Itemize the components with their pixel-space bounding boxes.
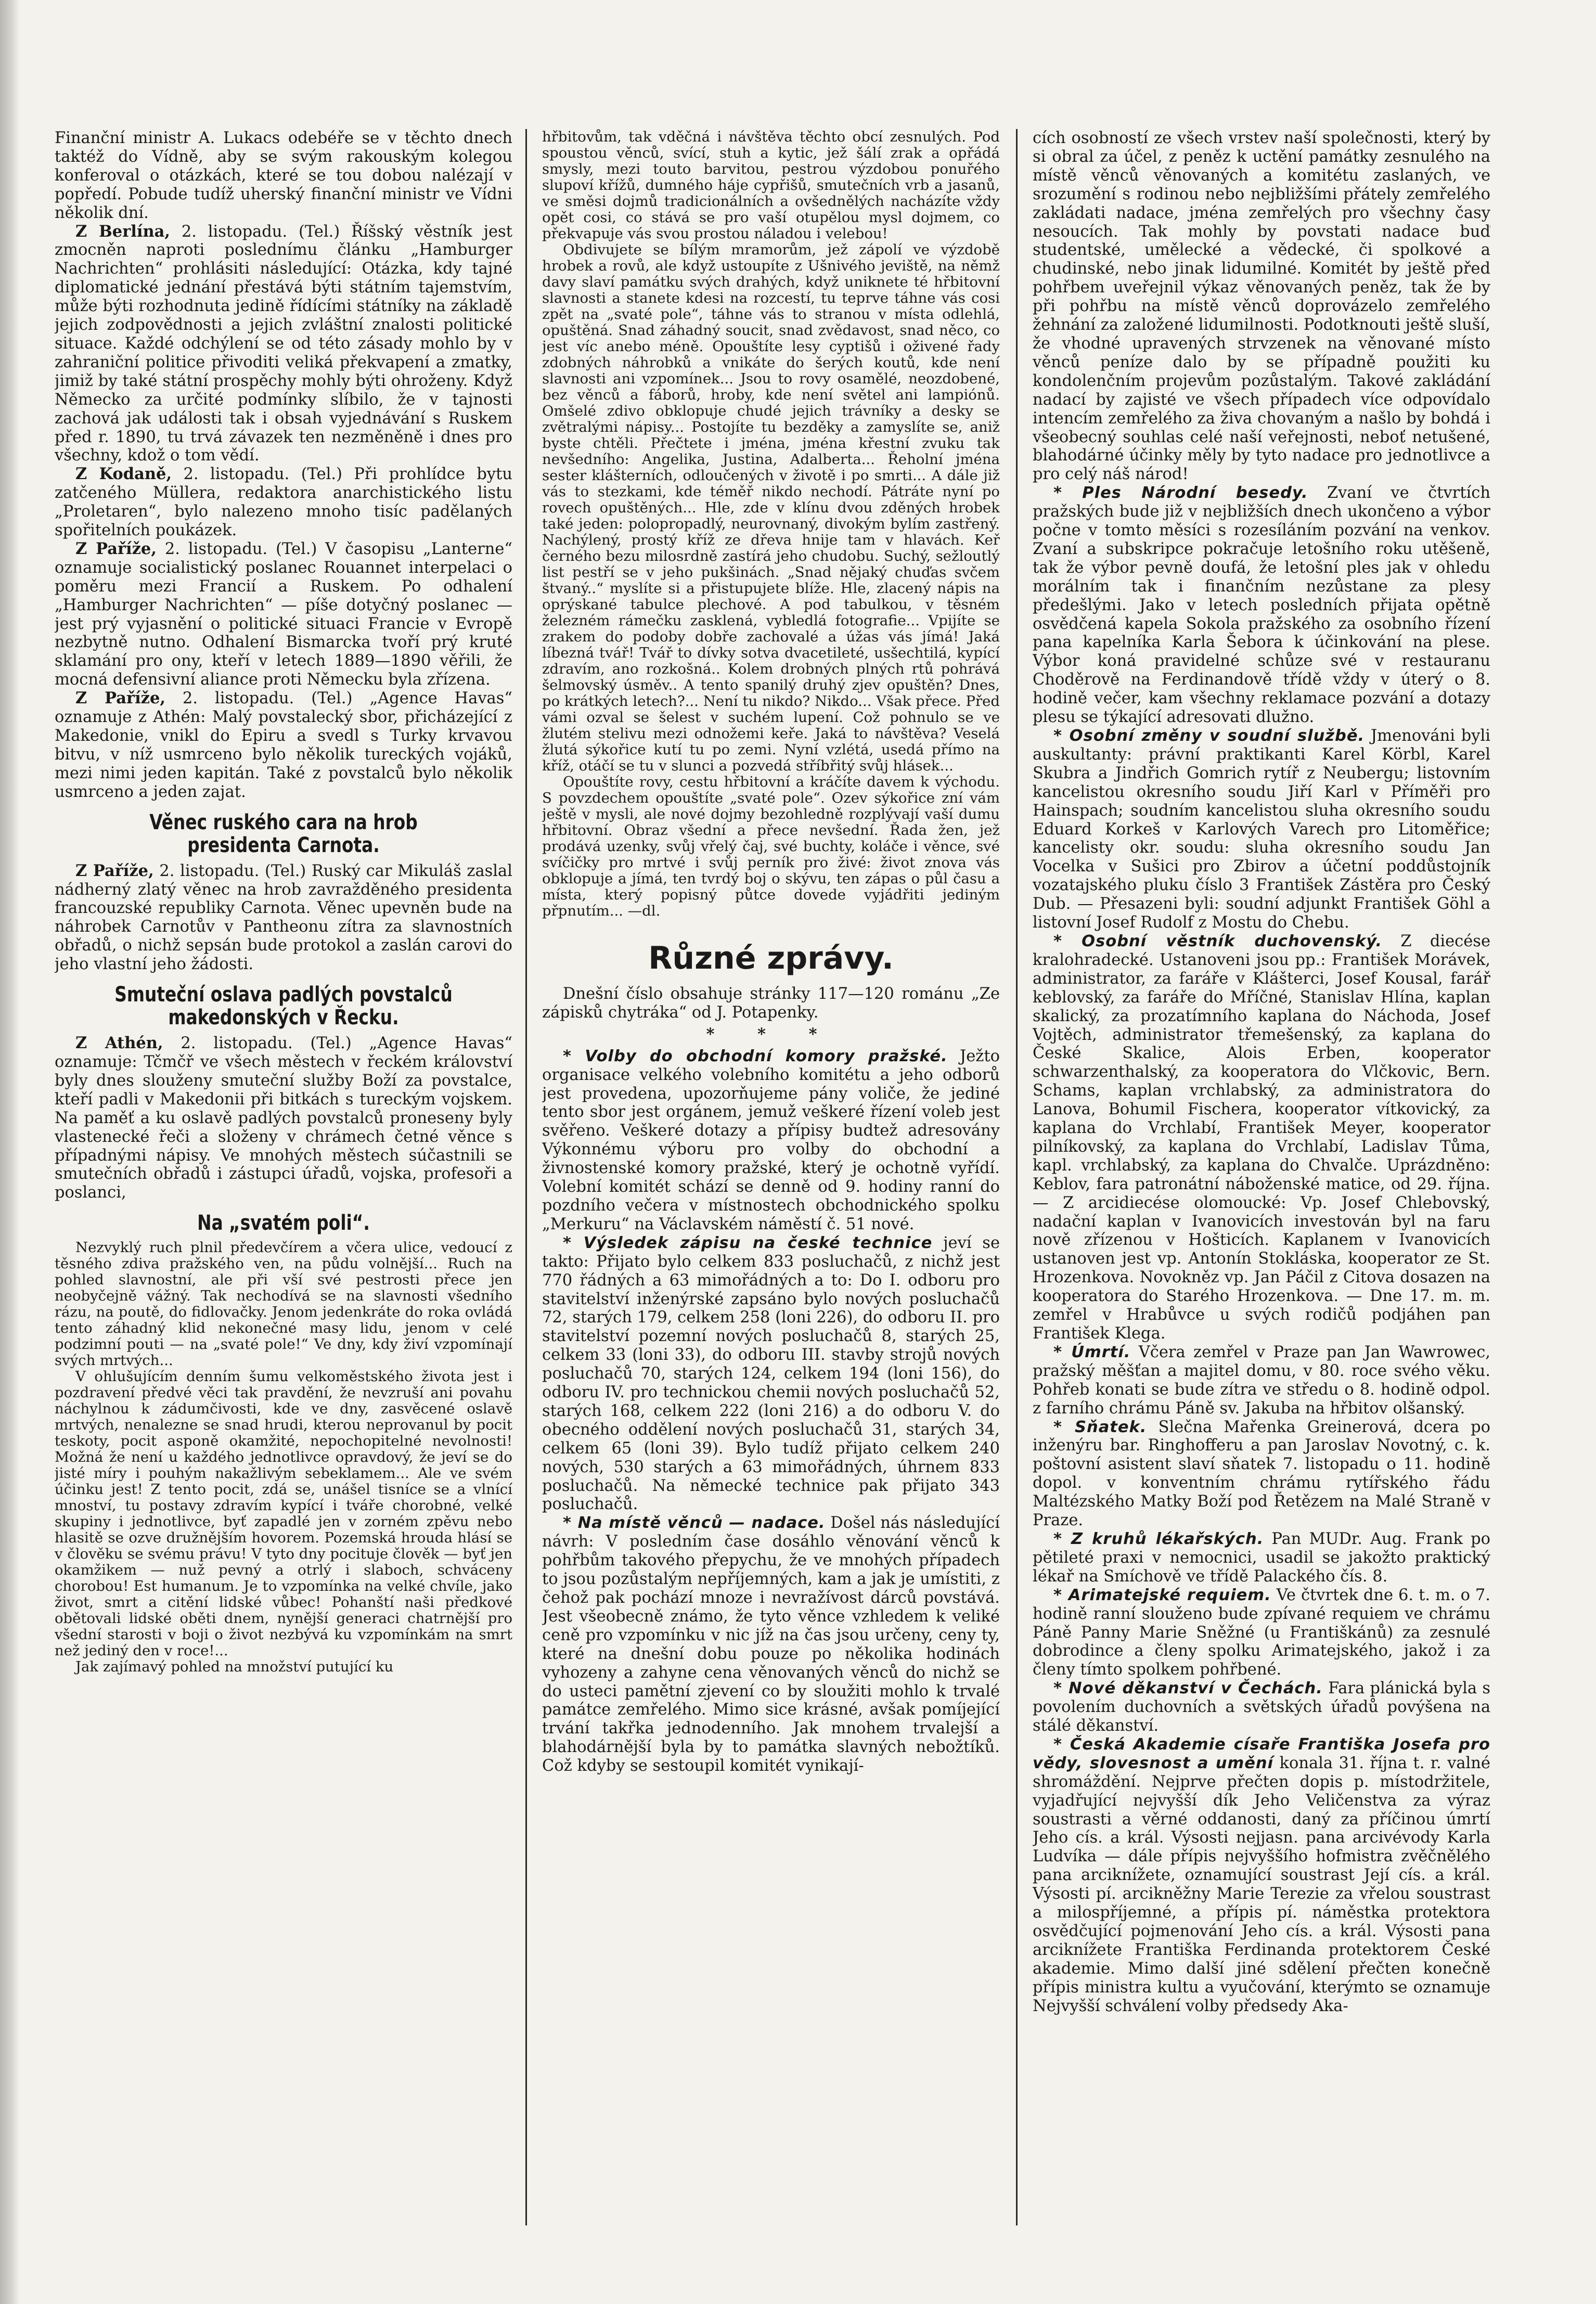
column-divider	[1016, 129, 1018, 2225]
news-text: Z diecése kralohradecké. Ustanoveni jsou pp.: František Morávek, administrator, za faráře v Klášterci, Josef Kousal, farář keblovský, za faráře do Mříčné, Stanislav Hlína, kaplan skalický, za prozatímního kaplana do Náchoda, Josef Vojtěch, administrator třemešenský, za kaplana do České Skalice, Alois Erben, kooperator schwarzenthalský, za kooperatora do Vlčkovic, Bern. Schams, kaplan vrchlabský, za administratora do Lanova, Bohumil Fischera, kooperator vítkovický, za kaplana do Vrchlabí, František Meyer, kooperator pilníkovský, za kaplana do Vrchlabí, Ladislav Tůma, kapl. vrchlabský, za kaplana do Chvalče. Uprázdněno: Keblov, fara patronátní náboženské matice, od 29. října. — Z arcidiecése olomoucké: Vp. Josef Chlebovský, nadační kaplan v Ivanovicích investován byl na faru nově zřízenou v Hošticích. Kaplanem v Ivanovicích ustanoven jest vp. Antonín Stokláska, kooperator ze St. Hrozenkova. Novokněz vp. Jan Páčil z Citova dosazen na kooperatora do Starého Hrozenkova. — Dne 17. m. m. zemřel v Hrabůvce u svých rodičů podjáhen pan František Klega.	[1033, 932, 1490, 1343]
news-item	[55, 689, 512, 801]
paragraph: Finanční ministr A. Lukacs odebéře se v těchto dnech taktéž do Vídně, aby se svým rakouským kolegou konferoval o otázkách, které se tou dobou nalézají v popředí. Pobude tudíž uherský finanční ministr ve Vídni několik dní.	[55, 129, 512, 222]
rubric: * Sňatek.	[1053, 1418, 1147, 1436]
dateline: Z Paříže,	[75, 861, 154, 880]
news-item	[1033, 1679, 1490, 1735]
dateline: Z Athén,	[75, 1034, 163, 1053]
scan-edge	[0, 0, 20, 2304]
column-divider	[525, 129, 527, 2225]
news-item	[1033, 1418, 1490, 1530]
paragraph: Dnešní číslo obsahuje stránky 117—120 románu „Ze zápisků chytráka“ od J. Potapenky.	[542, 985, 1000, 1022]
article-heading: Na „svatém poli“.	[197, 1211, 370, 1235]
news-text: Fara plánická byla s povolením duchovních a světských úřadů povýšena na stálé děkanství.	[1033, 1679, 1490, 1735]
paragraph: Opouštíte rovy, cestu hřbitovní a kráčíte davem k východu. S povzdechem opouštíte „svaté pole“. Ozev sýkořice zní vám ještě v mysli, ale nové dojmy bezohledně rozplývají vaší dumu hřbitovní. Obraz všední a přece nevšední. Řada žen, jež prodává uzenky, svůj vřelý čaj, své buchty, koláče i věnce, své svíčičky pro mrtvé i svůj perník pro živé: život znova vás obklopuje a jímá, ten tvrdý boj o skývu, ten zápas o půl času a místa, který popisný půtce dovede vyjádřiti jediným přpnutím... —dl.	[542, 774, 1000, 919]
column-middle	[542, 129, 1000, 2241]
paragraph: Obdivujete se bílým mramorům, jež zápolí ve výzdobě hrobek a rovů, ale když ustoupíte z Ušnivého jeviště, na němž davy slaví památku svých drahých, když uniknete té hřbitovní slavnosti a stanete kdesi na rozcestí, tu teprve táhne vás cosi zpět na „svaté pole“, táhne vás to stranou v místa odlehlá, opuštěná. Snad záhadný soucit, snad zvědavost, snad něco, co jest víc anebo méně. Opouštíte lesy cyptišů i oživené řady zdobných náhrobků a vnikáte do šerých koutů, kde není slavnosti ani vzpomínek... Jsou to rovy osamělé, neozdobené, bez věnců a fáborů, hroby, kde není světel ani lampiónů. Omšelé zdivo obklopuje chudé jejich trávníky a desky se zvětralými nápisy... Postojíte tu bezděky a zamyslíte se, aniž byste chtěli. Přečtete i jména, jména křestní zvuku tak nevšedního: Angelika, Justina, Adalberta... Řeholní jména sester klášterních, odloučených v životě i po smrti... A dále již vás to stezkami, kde téměř nikdo nechodí. Pátráte nyní po rovech opuštěných... Hle, zde v klínu dvou zděných hrobek také jeden: polopropadlý, neurovnaný, divokým bylím zastřený. Nachýlený, prostý kříž ze dřeva hnije tam v hlavách. Keř černého bezu milosrdně zastírá jeho chudobu. Suchý, sežloutlý list pestří se v jeho pukšinách. „Snad nějaký chuďas svčem štvaný..“ myslíte si a přistupujete blíže. Hle, zlacený nápis na oprýskané tabulce plechové. A pod tabulkou, v těsném železném rámečku zasklená, vybledlá fotografie... Vpijíte se zrakem do podoby dobře zachovalé a úžas vás jímá! Jaká líbezná tvář! Tvář to dívky sotva dvacetileté, usšechtilá, kypící zdravím, ano rozkošná.. Kolem drobných plných rtů pohrává šelmovský úsměv.. A tento spanilý druhý zjev opuštěn? Dnes, po krátkých letech?... Není tu nikdo? Nikdo... Však přece. Před vámi ozval se šelest v suchém lupení. Což pohnulo se ve žlutém stelivu mezi odnožemi keře. Jaká to návštěva? Veselá žlutá sýkořice kutí tu po zemi. Nyní vzlétá, usedá přímo na kříž, otáčí se tu v slunci a pozvedá stříbřitý svůj hlásek...	[542, 241, 1000, 774]
news-text: 2. listopadu. (Tel.) „Agence Havas“ oznamuje z Athén: Malý povstalecký sbor, přicházející z Makedonie, vnikl do Epiru a svedl s Turky krvavou bitvu, v níž usmrceno bylo několik tureckých vojáků, mezi nimi jeden kapitán. Také z povstalců bylo několik usmrceno a jeden zajat.	[55, 689, 512, 801]
paragraph: Jak zajímavý pohled na množství putující ku	[75, 1658, 394, 1676]
dateline: Z Paříže,	[75, 539, 157, 558]
news-text: Ježto organisace velkého volebního komitétu a jeho odborů jest provedena, upozorňujeme pány voliče, že jediné tento sbor jest orgánem, jemuž veškeré řízení voleb jest svěřeno. Veškeré dotazy a přípisy budtež adresovány Výkonnému výboru pro volby do obchodní a živnostenské komory pražské, který je ochotně vyřídí. Volební komitét schází se denně od 9. hodiny ranní do pozdního večera v místnostech obchodnického spolku „Merkuru“ na Václavském náměstí č. 51 nové.	[542, 1047, 1000, 1233]
news-text: Došel nás následující návrh: V posledním čase dosáhlo věnování věnců k pohřbům takového přepychu, že ve mnohých případech to jsou pozůstalým nepříjemných, kam a jak je umístiti, z čehož pak pochází mnoze i nevražívost dárců povstává. Jest všeobecně známo, že tyto věnce vzhledem k veliké ceně pro vzpomínku v nic jíž na čas jsou určeny, ceny ty, které na dnešní dobu pouze po několika hodinách vyhozeny a zahyne cena věnovaných věnců do nichž se do usteci pamětní zjevení co by sloužiti mohlo k trvalé památce zemřelého. Mimo sice krásné, avšak pomíjející trvání takřka jednodenního. Jak mnohem trvalejší a blahodárnější byla by to památka slavných nebožtíků. Což kdyby se sestoupil komitét vynikají-	[542, 1514, 1000, 1775]
rubric: * Výsledek zápisu na české technice	[563, 1233, 933, 1252]
news-item	[542, 1047, 1000, 1234]
news-text: Pan MUDr. Aug. Frank po pětileté praxi v nemocnici, usadil se jakožto praktický lékař na Smíchově ve třídě Palackého čís. 8.	[1033, 1529, 1490, 1586]
news-text: Ve čtvrtek dne 6. t. m. o 7. hodině ranní slouženo bude zpívané requiem ve chrámu Páně Panny Marie Sněžné (u Františkánů) za zesnulé dobrodince a členy spolku Arimatejského, jakož i za členy tímto spolkem pohřbené.	[1033, 1586, 1490, 1679]
news-item	[1033, 1735, 1490, 2016]
news-item	[55, 862, 512, 974]
news-text: 2. listopadu. (Tel.) Říšský věstník jest zmocněn naproti poslednímu článku „Hamburger Nachrichten“ prohlásiti následující: Otázka, kdy tajné diplomatické jednání přestává býti státním tajemstvím, může býti rozhodnuta jedině řídícími státníky na základě jejich zodpovědnosti a jejich zvláštní znalosti politické situace. Každé odchýlení se od této zásady mohlo by v zahraniční politice přivoditi veliká překvapení a zmatky, jimiž by také státní prospěchy mohly býti ohroženy. Když Německo za určité podmínky slíbilo, že v tajnosti zachová jak události tak i obsah vyjednávání s Ruskem před r. 1890, tu trvá závazek ten nezměněně i dnes pro všechny, kdož o tom vědí.	[55, 222, 512, 465]
rubric: * Úmrtí.	[1053, 1343, 1131, 1361]
paragraph: Nezvyklý ruch plnil předevčírem a včera ulice, vedoucí z těsného zdiva pražského ven, na půdu volnější... Ruch na pohled slavnostní, ale při vší své pestrosti přece jen neobyčejně vážný. Tak nechodívá se na slavnosti všedního rázu, na poutě, do fidlovačky. Jenom jedenkráte do roka ovládá tento záhadný klid nekonečné masy lidu, jenom v celé podzimní pouti — na „svaté pole!“ Ve dny, kdy živí vzpomínají svých mrtvých...	[55, 1239, 512, 1369]
paragraph: cích osobností ze všech vrstev naší společnosti, který by si obral za účel, z peněz k uctění památky zesnulého na místě věnců věnovaných a komitétu zaslaných, ve srozumění s rodinou nebo nejbližšími přátely zemřelého zakládati nadace, jména zemřelých pro všechny časy nesoucích. Tak mohly by povstati nadace buď studentské, umělecké a vědecké, či spolkové a chudinské, nebo jinak lidumilné. Komitét by ještě před pohřbem uveřejnil výkaz věnovaných peněz, tak že by při pohřbu na místě věnců doprovázelo zemřelého žehnání za založené lidumilnosti. Podotknouti ještě sluší, že vhodné upravených strvzenek na věnované místo věnců peníze dalo by se případně použiti ku kondolenčním projevům pozůstalým. Takové zakládání nadací by zajisté ve všech případech více odpovídalo intencím zemřelého za živa chovaným a našlo by bohdá i všeobecný souhlas celé naší veřejnosti, neboť netušené, blahodárné účinky měly by tyto nadace pro jednotlivce a pro celý náš národ!	[1033, 129, 1490, 484]
news-item	[1033, 727, 1490, 932]
news-item	[542, 1514, 1000, 1775]
news-item	[55, 223, 512, 466]
rubric: * Česká Akademie císaře Františka Josefa pro vědy, slovesnost a umění	[1033, 1735, 1490, 1772]
news-text: konala 31. října t. r. valné shromáždění. Nejprve přečten dopis p. místodržitele, vyjadřující nejvyšší dík Jeho Veličenstva za výraz soustrasti a věrné oddanosti, daný za příčinou úmrtí Jeho cís. a král. Výsosti nejjasn. pana arcivévody Karla Ludvíka — dále přípis nejvyššího hofmistra zvěčnělého pana arciknížete, oznamující soustrast Její cís. a král. Výsosti pí. arcikněžny Marie Terezie za vřelou soustrast a milospříjemné, a přípis pí. náměstka protektora osvědčující pojmenování Jeho cís. a král. Výsosti pana arciknížete Františka Ferdinanda protektorem České akademie. Mimo další jiné sdělení přečten konečně přípis ministra kultu a vyučování, kterýmto se oznamuje Nejvyšší schválení volby předsedy Aka-	[1033, 1754, 1490, 2015]
paragraph: hřbitovům, tak vděčná i návštěva těchto obcí zesnulých. Pod spoustou věnců, svící, stuh a kytic, jež šálí zrak a opřádá smysly, mezi touto barvitou, pestrou výzdobou ponuřého slupoví křížů, dumného háje cypřišů, smutečních vrb a jasanů, ve směsi dojmů tradicionálních a ovšednělých nacházíte vždy opět cosi, co stává se pro vaší otupělou mysl dojmem, co překvapuje vás svou prostou náladou i velebou!	[542, 129, 1000, 242]
paragraph: V ohlušujícím denním šumu velkoměstského života jest i pozdravení předvé věci tak pravdění, že nevzruší ani povahu náchylnou k zádumčivosti, kde ve dny, zasvěcené oslavě mrtvých, nenalezne se snad hrudi, kterou neprovanul by pocit teskoty, pocit asponě okamžité, nepochopitelné nevolnosti! Možná že není u každého jednotlivce opravdový, že jeví se do jisté míry i pouhým nakažlivým sebeklamem... Ale ve svém účinku jest! Z tento pocit, zdá se, unášel tisníce se a vlnící mnoství, tu postavy zdravím kypící i tváře chorobné, velké skupiny i jednotlivce, byť zapadlé jen v zorném zpěvu nebo hlasitě se ozve družnějším hovorem. Pozemská hrouda hlásí se v člověku se svému právu! V tyto dny pocituje člověk — byť jen okamžikem — nuž pevný a otrlý i slaboch, schváceny chorobou! Est humanum. Je to vzpomínka na velké chvíle, jako život, smrt a citění lidské vůbec! Pohanští naši předkové obětovali lidské oběti dnem, nynější generaci chatrnější pro všední starosti v boji o život nezbývá ku vzpomínkám na smrt než jediný den v roce!...	[55, 1368, 512, 1659]
column-right	[1033, 129, 1490, 2241]
rubric: * Volby do obchodní komory pražské.	[563, 1047, 948, 1065]
news-text: Včera zemřel v Praze pan Jan Wawrowec, pražský měšťan a majitel domu, v 80. roce svého věku. Pohřeb konati se bude zítra ve středu o 8. hodině odpol. z farního chrámu Páně sv. Jakuba na hřbitov olšanský.	[1033, 1343, 1490, 1418]
news-text: 2. listopadu. (Tel.) Ruský car Mikuláš zaslal nádherný zlatý věnec na hrob zavražděného presidenta francouzské republiky Carnota. Věnec upevněn bude na náhrobek Carnotův v Pantheonu zítra za slavnostních obřadů, o nichž sepsán bude protokol a zaslán carovi do jeho vlastní jeho žádosti.	[55, 861, 512, 974]
column-left	[55, 129, 512, 2241]
news-item	[55, 1034, 512, 1202]
news-text: jeví se takto: Přijato bylo celkem 833 posluchačů, z nichž jest 770 řádných a 63 mimořádných a to: Do I. odboru pro stavitelství inženýrské zapsáno bylo nových posluchačů 72, starých 179, celkem 258 (loni 226), do odboru II. pro stavitelství pozemní nových posluchačů 8, starých 25, celkem 33 (loni 33), do odboru III. stavby strojů nových posluchačů 70, starých 124, celkem 194 (loni 156), do odboru IV. pro technickou chemii nových posluchačů 52, starých 168, celkem 222 (loni 216) a do odboru V. do obecného oddělení nových posluchačů 31, starých 34, celkem 65 (loni 39). Bylo tudíž přijato celkem 240 nových, 530 starých a 63 mimořádných, úhrnem 833 posluchačů. Na německé technice pak přijato 343 posluchačů.	[542, 1233, 1000, 1514]
news-item	[1033, 932, 1490, 1343]
rubric: * Osobní změny v soudní službě.	[1053, 727, 1365, 745]
section-heading: Různé zprávy.	[648, 940, 894, 976]
news-item	[55, 540, 512, 689]
news-text: Slečna Mařenka Greinerová, dcera po inženýru bar. Ringhofferu a pan Jaroslav Novotný, c. k. poštovní asistent slaví sňatek 7. listopadu o 11. hodině dopol. v konventním chrámu rytířského řádu Maltézského Matky Boží pod Řetězem na Malé Straně v Praze.	[1033, 1418, 1490, 1530]
news-text: 2. listopadu. (Tel.) „Agence Havas“ oznamuje: Tčmčř ve všech městech v řeckém království byly dnes slouženy smuteční služby Boží za povstalce, kteří padli v Makedonii při bitkách s tureckým vojskem. Na paměť a ku oslavě padlých povstalců proneseny byly vlastenecké řeči a složeny v chrámech četné věnce s případnými nápisy. Ve mnohých městech súčastnili se smutečních obřadů i zástupci úřadů, vojska, profesoři a poslanci,	[55, 1034, 512, 1202]
news-item	[55, 465, 512, 540]
news-item	[542, 1234, 1000, 1514]
news-text: Zvaní ve čtvrtích pražských bude již v nejbližších dnech ukončeno a výbor počne v tomto měsíci s rozesíláním pozvání na venkov. Zvaní a subskripce pokračuje letošního roku utěšeně, tak že výbor pevně doufá, že letošní ples jak v ohledu morálním tak i finančním nezůstane za plesy předešlými. Jako v letech posledních přijata opětně osvědčená kapela Sokola pražského za osobního řízení pana kapelníka Karla Šebora k účinkování na plese. Výbor koná pravidelné schůze své v restauranu Choděrově na Ferdinandově třídě vždy v úterý o 8. hodině večer, kam všechny reklamace pozvání a dotazy plesu se týkající adresovati dlužno.	[1033, 484, 1490, 727]
news-text: 2. listopadu. (Tel.) Při prohlídce bytu zatčeného Müllera, redaktora anarchistického listu „Proletaren“, bylo nalezeno mnoho tisíc padělaných spořitelních poukázek.	[55, 465, 512, 540]
news-item	[1033, 1530, 1490, 1586]
rubric: * Nové děkanství v Čechách.	[1053, 1679, 1323, 1698]
rubric: * Arimatejské requiem.	[1053, 1586, 1271, 1604]
dateline: Z Paříže,	[75, 689, 165, 708]
dateline: Z Berlína,	[75, 222, 171, 241]
article-heading: Věnec ruského cara na hrob presidenta Carnota.	[149, 810, 418, 857]
rubric: * Ples Národní besedy.	[1053, 484, 1308, 503]
news-text: Jmenováni byli auskultanty: právní praktikanti Karel Körbl, Karel Skubra a Jindřich Gomrich rytíř z Neubergu; listovním kancelistou okresního soudu Jiří Karl v Příměři pro Hainspach; soudním kancelistou sluha okresního soudu Eduard Korkeš v Karlových Varech pro Litoměřice; kancelisty okr. soudu: sluha okresního soudu Jan Vocelka v Sušici pro Zbirov a účetní poddůstojník vozatajského pluku číslo 3 František Zástěra pro Český Dub. — Přesazeni byli: soudní adjunkt František Göhl a listovní Josef Rudolf z Mostu do Chebu.	[1033, 727, 1490, 932]
news-item	[1033, 1586, 1490, 1680]
rubric: * Osobní věstník duchovenský.	[1053, 932, 1383, 950]
rubric: * Na místě věnců — nadace.	[563, 1514, 826, 1533]
news-text: 2. listopadu. (Tel.) V časopisu „Lanterne“ oznamuje socialistický poslanec Rouannet interpelaci o poměru mezi Francií a Ruskem. Po odhalení „Hamburger Nachrichten“ — píše dotyčný poslanec — jest prý vyjasnění o politické situaci Francie v Evropě nezbytně nutno. Odhalení Bismarcka tvoří prý kruté sklamání pro ony, kteří v letech 1889—1890 věřili, že mocná defensivní aliance proti Německu byla zřízena.	[55, 539, 512, 689]
separator-stars: * * *	[706, 1024, 836, 1044]
news-item	[1033, 1343, 1490, 1418]
rubric: * Z kruhů lékařských.	[1053, 1529, 1264, 1548]
article-heading: Smuteční oslava padlých povstalců makedonských v Řecku.	[114, 983, 453, 1030]
dateline: Z Kodaně,	[75, 465, 172, 484]
news-item	[1033, 484, 1490, 727]
